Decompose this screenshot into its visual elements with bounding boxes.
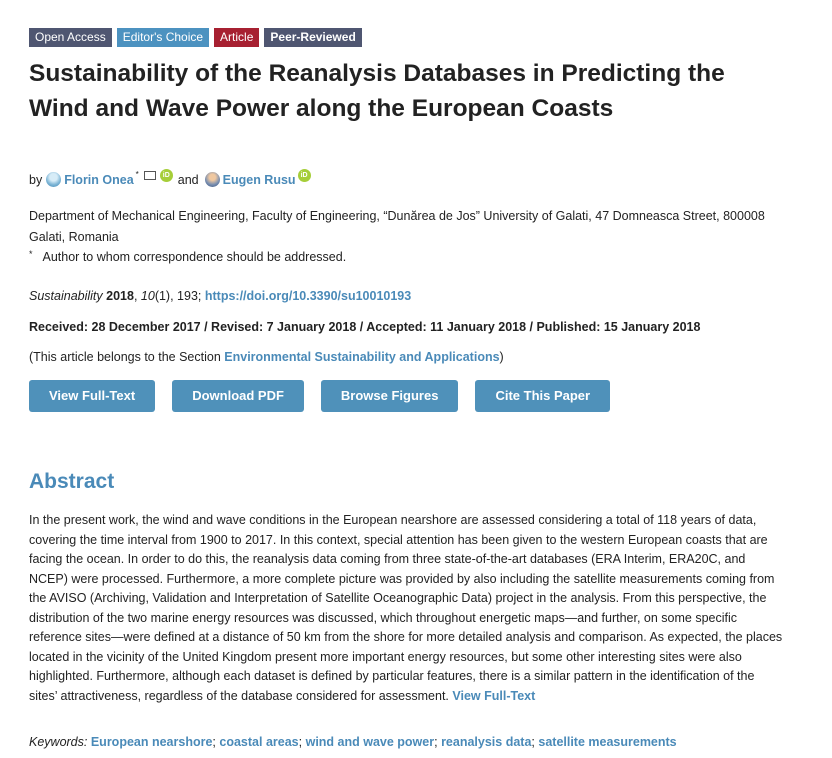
abstract-heading: Abstract <box>29 470 115 493</box>
author-avatar-icon <box>46 172 61 187</box>
article-title: Sustainability of the Reanalysis Databases in Predicting the Wind and Wave Power along the European Coasts <box>29 60 725 122</box>
citation-line: Sustainability 2018, 10(1), 193; https://doi.org/10.3390/su10010193 <box>29 289 412 303</box>
and-label: and <box>177 172 199 187</box>
view-full-text-button[interactable]: View Full-Text <box>29 380 155 412</box>
journal-name: Sustainability <box>29 289 103 303</box>
browse-figures-button[interactable]: Browse Figures <box>321 380 459 412</box>
doi-link[interactable]: https://doi.org/10.3390/su10010193 <box>204 289 412 303</box>
orcid-icon[interactable]: iD <box>298 169 311 182</box>
section-note <box>29 350 504 364</box>
by-label: by <box>29 172 43 187</box>
abstract-view-full-text-link[interactable]: View Full-Text <box>452 688 536 703</box>
keyword-separator: ; <box>212 735 216 749</box>
author-link-eugen-rusu[interactable]: Eugen Rusu <box>222 172 296 187</box>
citation-year: 2018 <box>106 289 134 303</box>
keywords-line <box>29 735 677 749</box>
correspondence-note <box>29 250 346 264</box>
author-avatar-icon <box>205 172 220 187</box>
section-suffix: ) <box>499 350 504 364</box>
publication-dates: Received: 28 December 2017 / Revised: 7 January 2018 / Accepted: 11 January 2018 / Published: 15 January 2018 <box>29 320 701 334</box>
cite-paper-button[interactable]: Cite This Paper <box>475 380 610 412</box>
keyword-separator: ; <box>434 735 438 749</box>
keyword-link[interactable]: satellite measurements <box>538 735 677 749</box>
keywords-label: Keywords: <box>29 735 88 749</box>
keyword-link[interactable]: wind and wave power <box>305 735 435 749</box>
author-link-florin-onea[interactable]: Florin Onea <box>64 172 134 187</box>
correspondence-mark: * <box>29 249 33 259</box>
keyword-link[interactable]: reanalysis data <box>441 735 532 749</box>
keyword-separator: ; <box>298 735 303 749</box>
section-link[interactable]: Environmental Sustainability and Applications <box>224 350 500 364</box>
article-type-badge: Article <box>214 28 259 47</box>
abstract-body: In the present work, the wind and wave conditions in the European nearshore are assessed considering a total of 118 years of data, covering the time interval from 1900 to 2017. In this context, special attention has been given to the western European coasts that are facing the ocean. In order to do this, the reanalysis data coming from three state-of-the-art databases (ERA Interim, ERA20C, and NCEP) were processed. Furthermore, a more complete picture was provided by also including the satellite measurements coming from the AVISO (Archiving, Validation and Interpretation of Satellite Oceanographic Data) project in the analysis. From this perspective, the distribution of the two marine energy resources was discussed, which throughout energetic maps—and further, on some specific reference sites—were defined at a distance of 50 km from the shore for more detailed analysis and comparison. As expected, the places located in the vicinity of the United Kingdom present more important energy resources, but some other interesting sites were also highlighted. Furthermore, although each dataset is defined by particular features, there is a similar pattern in the identification of the sites’ attractiveness, regardless of the database considered for assessment. <box>29 513 783 703</box>
citation-volume: 10 <box>140 289 155 303</box>
badge-row <box>29 28 362 47</box>
affiliation: Department of Mechanical Engineering, Faculty of Engineering, “Dunărea de Jos” University of Galati, 47 Domneasca Street, 800008 Galati, Romania <box>29 209 765 244</box>
peer-reviewed-badge[interactable]: Peer-Reviewed <box>264 28 361 47</box>
action-buttons <box>29 380 610 412</box>
editors-choice-badge[interactable]: Editor's Choice <box>117 28 209 47</box>
orcid-icon[interactable]: iD <box>160 169 173 182</box>
email-icon[interactable] <box>144 171 156 180</box>
abstract-text <box>29 511 784 706</box>
keyword-link[interactable]: European nearshore <box>90 735 213 749</box>
section-prefix: (This article belongs to the Section <box>29 350 221 364</box>
author-line <box>29 172 311 187</box>
download-pdf-button[interactable]: Download PDF <box>172 380 304 412</box>
citation-issue-pages: (1), 193; <box>154 289 202 303</box>
open-access-badge[interactable]: Open Access <box>29 28 112 47</box>
keyword-link[interactable]: coastal areas <box>219 735 299 749</box>
corresponding-author-mark: * <box>135 170 139 179</box>
correspondence-text: Author to whom correspondence should be addressed. <box>42 250 347 264</box>
keyword-separator: ; <box>531 735 535 749</box>
